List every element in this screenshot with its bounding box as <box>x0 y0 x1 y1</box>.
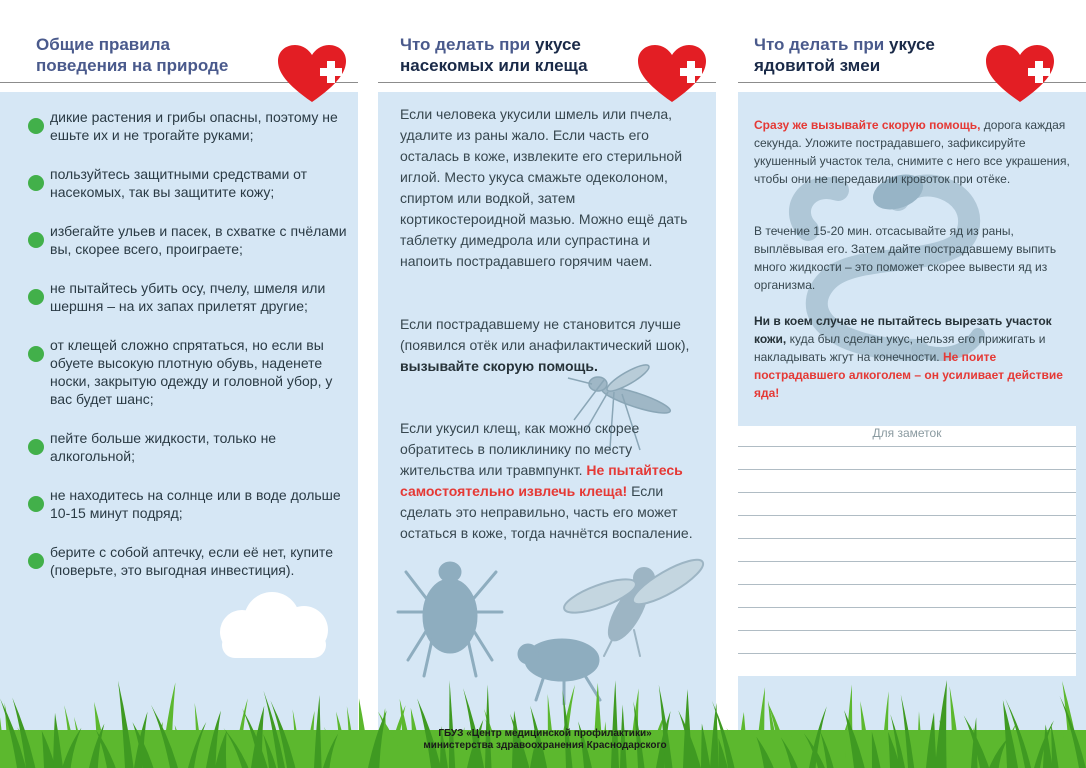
cloud-icon <box>202 590 342 660</box>
title-part-2: укусе <box>888 35 935 54</box>
notes-title: Для заметок <box>872 426 942 440</box>
title-part-1: Что делать при <box>754 35 889 54</box>
rule-text: от клещей сложно спрятаться, но если вы обуете высокую плотную обувь, наденете носки, закрытую одежду и головной убор, у вас будет шанс; <box>50 337 333 407</box>
bullet-dot-icon <box>28 232 44 248</box>
venom-paragraph: В течение 15-20 мин. отсасывайте яд из раны, выплёвывая его. Затем дайте пострадавшему выпить много жидкости – это поможет скорее вывести яд из организма. <box>754 224 1057 292</box>
note-line <box>738 653 1076 654</box>
rule-text: не пытайтесь убить осу, пчелу, шмеля или шершня – на их запах прилетят другие; <box>50 280 326 314</box>
rule-text: пейте больше жидкости, только не алкогольной; <box>50 430 277 464</box>
call-ambulance-text: вызывайте скорую помощь. <box>400 358 598 374</box>
column-snake-bites <box>738 0 1086 768</box>
warning-paragraph <box>754 312 1074 402</box>
bullet-dot-icon <box>28 289 44 305</box>
column-general-rules <box>0 0 358 768</box>
warning-rest: куда был сделан укус, нельзя его прижигать и накладывать жгут на конечности. <box>754 332 1046 364</box>
bullet-dot-icon <box>28 439 44 455</box>
notes-area[interactable] <box>738 426 1076 676</box>
bee-bite-paragraph: Если человека укусили шмель или пчела, удалите из раны жало. Если часть его осталась в коже, извлеките его стерильной иглой. Место укуса смажьте одеколоном, спиртом или водкой, затем кортикостероидной мазью. Можно ещё дать таблетку димедрола или супрастина и напоить пострадавшего горячим чаем. <box>400 106 688 269</box>
note-line <box>738 515 1076 516</box>
shock-text: Если пострадавшему не становится лучше (появился отёк или анафилактический шок), <box>400 316 690 353</box>
rule-item <box>28 543 353 579</box>
tick-text: Если укусил клещ, как можно скорее обратитесь в поликлинику по месту жительства или травмпункт. <box>400 420 640 478</box>
rule-item <box>28 222 353 258</box>
footer-line-1: ГБУЗ «Центр медицинской профилактики» <box>438 728 652 739</box>
column-title <box>754 34 935 76</box>
tick-warning-text: Не пытайтесь самостоятельно извлечь клеща! <box>400 462 683 499</box>
footer-line-2: министерства здравоохранения Краснодарского <box>423 740 667 751</box>
rule-text: берите с собой аптечку, если её нет, купите (поверьте, это выгодная инвестиция). <box>50 544 333 578</box>
rule-text: дикие растения и грибы опасны, поэтому не ешьте их и не трогайте руками; <box>50 109 338 143</box>
grass-icon <box>0 670 1086 768</box>
rule-item <box>28 336 353 408</box>
note-line <box>738 538 1076 539</box>
note-line <box>738 469 1076 470</box>
rule-text: пользуйтесь защитными средствами от насекомых, так вы защитите кожу; <box>50 166 308 200</box>
rule-item <box>28 429 353 465</box>
shock-paragraph <box>400 314 700 377</box>
footer-credit <box>360 728 730 752</box>
bullet-dot-icon <box>28 175 44 191</box>
title-part-2: укусе <box>534 35 581 54</box>
note-line <box>738 607 1076 608</box>
title-line-2: ядовитой змеи <box>754 56 881 75</box>
heart-cross-icon <box>276 44 348 104</box>
rule-item <box>28 108 353 144</box>
rule-text: избегайте ульев и пасек, в схватке с пчёлами вы, скорее всего, проиграете; <box>50 223 347 257</box>
title-part-1: Что делать при <box>400 35 535 54</box>
column-insect-bites <box>378 0 716 768</box>
note-line <box>738 492 1076 493</box>
note-line <box>738 584 1076 585</box>
column-title <box>400 34 588 76</box>
bullet-dot-icon <box>28 496 44 512</box>
call-now-rest: дорога каждая секунда. Уложите пострадавшего, зафиксируйте укушенный участок тела, снимите с него все украшения, чтобы они не передавили кровоток при отёке. <box>754 118 1070 186</box>
rule-item <box>28 486 353 522</box>
heart-cross-icon <box>636 44 708 104</box>
heart-cross-icon <box>984 44 1056 104</box>
tick-end-text: Если сделать это неправильно, часть его может остаться в коже, тогда начнётся воспаление. <box>400 483 693 541</box>
no-alcohol-text: Не поите пострадавшего алкоголем – он усиливает действие яда! <box>754 350 1063 400</box>
rules-list <box>28 108 353 600</box>
do-not-cut-text: Ни в коем случае не пытайтесь вырезать участок кожи, <box>754 314 1052 346</box>
note-line <box>738 630 1076 631</box>
note-line <box>738 446 1076 447</box>
title-line-2: поведения на природе <box>36 56 229 75</box>
title-line-2: насекомых или клеща <box>400 56 588 75</box>
call-now-text: Сразу же вызывайте скорую помощь, <box>754 118 981 132</box>
snake-call-paragraph <box>754 116 1074 188</box>
bullet-dot-icon <box>28 553 44 569</box>
note-line <box>738 561 1076 562</box>
bullet-dot-icon <box>28 346 44 362</box>
column-title <box>36 34 228 76</box>
rule-item <box>28 165 353 201</box>
rule-text: не находитесь на солнце или в воде дольше 10-15 минут подряд; <box>50 487 341 521</box>
tick-bite-paragraph <box>400 418 700 544</box>
title-line-1: Общие правила <box>36 35 170 54</box>
rule-item <box>28 279 353 315</box>
bullet-dot-icon <box>28 118 44 134</box>
